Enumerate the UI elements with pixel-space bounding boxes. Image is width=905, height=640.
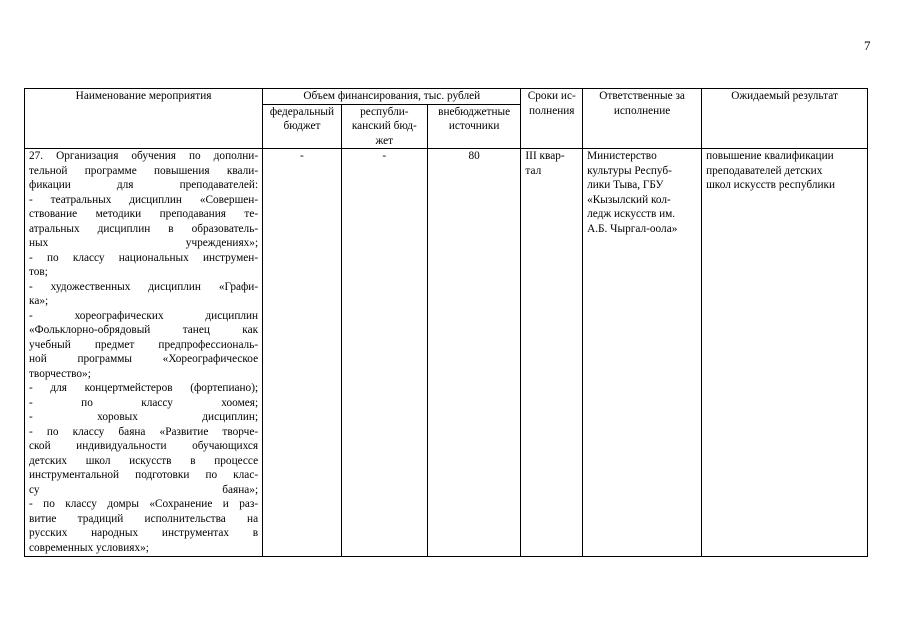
activity-name-line: - по классу национальных инструмен-	[29, 251, 259, 264]
activity-name-line: - театральных дисциплин «Совершен-	[29, 193, 259, 206]
header-term-line: Сроки ис-	[527, 90, 576, 102]
header-result: Ожидаемый результат	[702, 89, 868, 149]
header-responsible	[583, 89, 702, 149]
header-extra	[427, 104, 521, 149]
activity-name-line: - художественных дисциплин «Графи-	[29, 280, 259, 293]
header-republic	[341, 104, 427, 149]
term-line: тал	[525, 164, 542, 177]
header-row-1	[25, 89, 868, 105]
responsible-line: А.Б. Чыргал-оола»	[587, 222, 678, 235]
header-republic-line: жет	[375, 134, 394, 147]
activity-name-line: ка»;	[29, 295, 49, 307]
header-extra-line: источники	[448, 120, 500, 132]
activity-name-line: русских народных инструментах в	[29, 527, 259, 539]
republic-budget-cell: -	[341, 149, 427, 557]
table-row	[25, 149, 868, 557]
header-responsible-line: Ответственные за	[599, 90, 685, 102]
activity-name-line: «Фольклорно-обрядовый танец как	[29, 324, 259, 336]
header-republic-line: республи-	[360, 105, 409, 118]
activities-table	[24, 88, 868, 557]
page-number: 7	[864, 38, 871, 53]
activity-name-line: ской индивидуальности обучающихся	[29, 440, 259, 452]
activity-name-line: - для концертмейстеров (фортепиано);	[29, 382, 259, 394]
activity-name-line: инструментальной подготовки по клас-	[29, 469, 259, 481]
responsible-line: «Кызылский кол-	[587, 193, 671, 206]
activity-name-line: тельной программе повышения квали-	[29, 164, 259, 177]
header-responsible-line: исполнение	[613, 104, 671, 117]
activity-name-line: - по классу хоомея;	[29, 396, 259, 409]
header-republic-line: канский бюд-	[351, 120, 417, 132]
responsible-line: Министерство	[587, 150, 657, 162]
activity-name-line: - по классу баяна «Развитие творче-	[29, 425, 259, 438]
activity-name-line: детских школ искусств в процессе	[29, 454, 259, 467]
header-extra-line: внебюджетные	[438, 105, 511, 118]
federal-budget-cell: -	[263, 149, 342, 557]
activity-name-line: ных учреждениях»;	[29, 237, 259, 249]
header-term-line: полнения	[528, 104, 575, 117]
activity-name-line: фикации для преподавателей:	[29, 179, 259, 191]
activity-name-line: витие традиций исполнительства на	[29, 512, 259, 525]
result-line: школ искусств республики	[706, 179, 836, 191]
header-federal-line: федеральный	[269, 105, 335, 118]
activity-name-line: ствование методики преподавания те-	[29, 208, 259, 220]
activity-name-line: атральных дисциплин в образователь-	[29, 222, 259, 235]
activity-name-line: тов;	[29, 266, 48, 278]
result-line: повышение квалификации	[706, 150, 834, 162]
result-cell	[702, 149, 868, 557]
responsible-line: культуры Респуб-	[587, 164, 672, 177]
term-line: III квар-	[525, 150, 565, 162]
responsible-cell	[583, 149, 702, 557]
activity-name-line: су баяна»;	[29, 483, 259, 496]
header-federal-line: бюджет	[283, 120, 321, 132]
header-funding: Объем финансирования, тыс. рублей	[263, 89, 521, 105]
activity-name-line: 27. Организация обучения по дополни-	[29, 150, 259, 162]
activity-name-line: - по классу домры «Сохранение и раз-	[29, 498, 259, 510]
activity-name-line: - хоровых дисциплин;	[29, 411, 259, 423]
responsible-line: лики Тыва, ГБУ	[587, 179, 664, 191]
activity-name-cell	[25, 149, 263, 557]
header-name: Наименование мероприятия	[25, 89, 263, 149]
activity-name-line: учебный предмет предпрофессиональ-	[29, 338, 259, 351]
activity-name-line: ной программы «Хореографическое	[29, 353, 259, 365]
responsible-line: ледж искусств им.	[587, 208, 676, 220]
result-line: преподавателей детских	[706, 164, 823, 177]
activity-name-line: современных условиях»;	[29, 541, 149, 554]
activity-name-line: творчество»;	[29, 367, 91, 380]
activity-name-line: - хореографических дисциплин	[29, 309, 259, 322]
header-term	[521, 89, 583, 149]
extra-budget-cell: 80	[427, 149, 521, 557]
header-federal	[263, 104, 342, 149]
term-cell	[521, 149, 583, 557]
